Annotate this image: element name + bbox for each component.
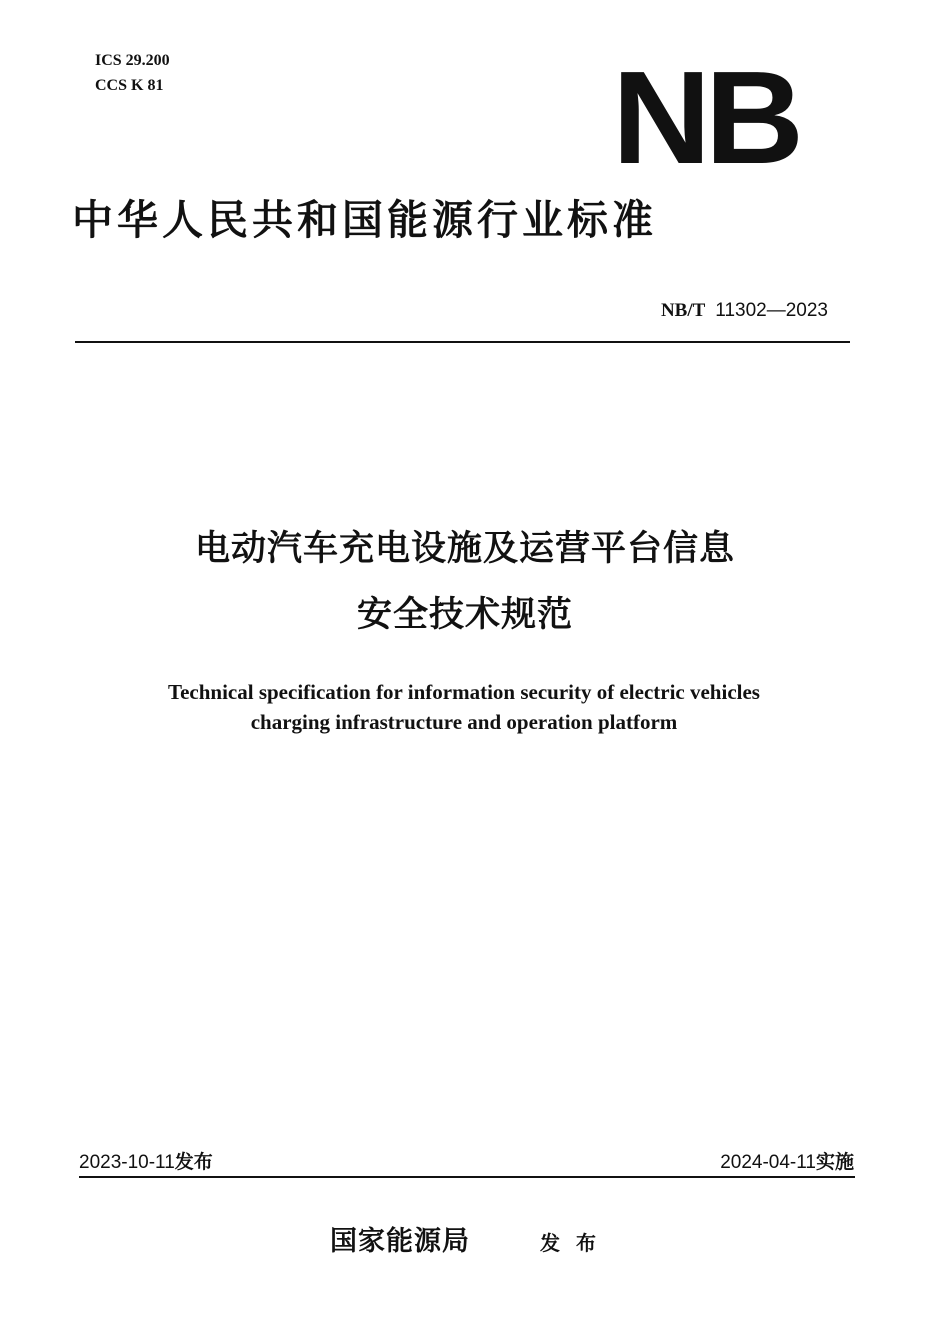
nb-logo-text: NB <box>612 44 798 191</box>
standard-number <box>661 296 828 325</box>
ics-code: ICS 29.200 <box>95 52 170 69</box>
chinese-title-line-1: 电动汽车充电设施及运营平台信息 <box>194 529 735 569</box>
bottom-divider <box>79 1176 855 1178</box>
english-title-line-2: charging infrastructure and operation platform <box>250 710 678 734</box>
standard-number-value: 11302—2023 <box>715 300 828 321</box>
industry-standard-title: 中华人民共和国能源行业标准 <box>72 196 657 244</box>
implementation-date-value: 2024-04-11 <box>720 1152 816 1173</box>
top-divider <box>75 341 850 343</box>
chinese-title-line-2: 安全技术规范 <box>356 595 573 635</box>
classification-codes <box>95 48 170 98</box>
ccs-code: CCS K 81 <box>95 77 164 94</box>
issue-date <box>79 1148 213 1177</box>
standard-code: NB/T <box>660 300 706 321</box>
english-title-line-1: Technical specification for information security of electric vehicles <box>168 680 760 704</box>
nb-logo <box>612 44 798 191</box>
issue-date-label: 发布 <box>174 1151 213 1173</box>
publisher-action: 发布 <box>540 1231 612 1255</box>
issue-date-value: 2023-10-11 <box>79 1152 175 1173</box>
implementation-date <box>720 1148 854 1177</box>
publisher-name: 国家能源局 <box>330 1226 470 1257</box>
implementation-date-label: 实施 <box>815 1151 854 1173</box>
